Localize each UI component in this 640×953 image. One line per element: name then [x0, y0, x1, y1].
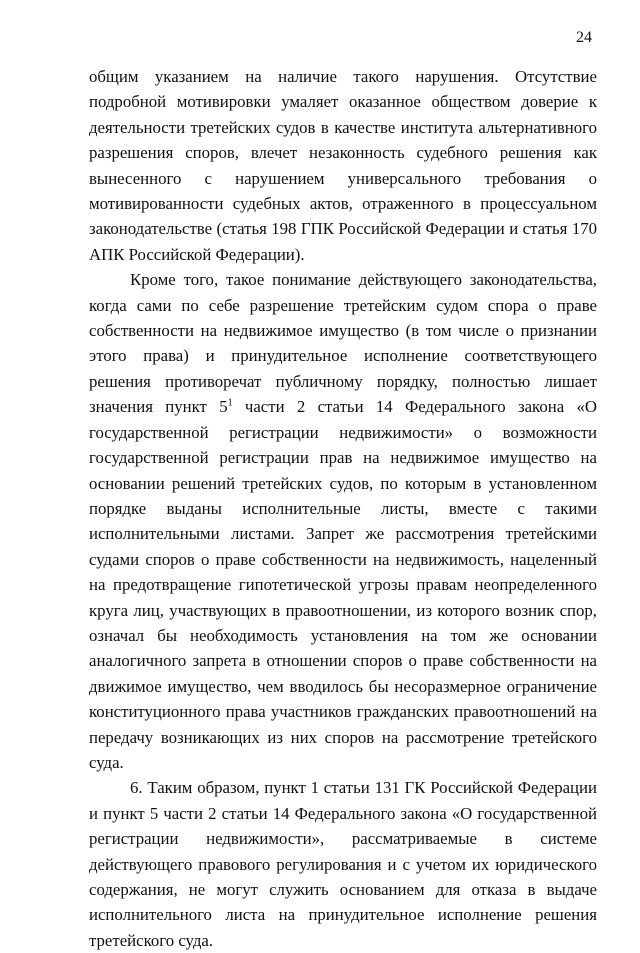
- paragraph-text-after-superscript: части 2 статьи 14 Федерального закона «О государственной регистрации недвижимости» о возможности государственной регистрации прав на недвижимое имущество на основании решений третейских судов, по которым в установленном порядке выданы исполнительные листы, вместе с такими исполнительными листами. Запрет же рассмотрения третейскими судами споров о праве собственности на недвижимость, нацеленный на предотвращение гипотетической угрозы правам неопределенного круга лиц, участвующих в правоотношении, из которого возник спор, означал бы необходимость установления на том же основании аналогичного запрета в отношении споров о праве собственности на движимое имущество, чем вводилось бы несоразмерное ограничение конституционного права участников гражданских правоотношений на передачу возникающих из них споров на рассмотрение третейского суда.: [89, 397, 597, 772]
- document-body: [89, 64, 597, 953]
- page-number: 24: [576, 29, 592, 46]
- paragraph-continuation: общим указанием на наличие такого нарушения. Отсутствие подробной мотивировки умаляет оказанное обществом доверие к деятельности третейских судов в качестве института альтернативного разрешения споров, влечет незаконность судебного решения как вынесенного с нарушением универсального требования о мотивированности судебных актов, отраженного в процессуальном законодательстве (статья 198 ГПК Российской Федерации и статья 170 АПК Российской Федерации).: [89, 67, 597, 264]
- paragraph-text-before-superscript: Кроме того, такое понимание действующего законодательства, когда сами по себе разрешение третейским судом спора о праве собственности на недвижимое имущество (в том числе о признании этого права) и принудительное исполнение соответствующего решения противоречат публичному порядку, полностью лишает значения пункт 5: [89, 270, 597, 417]
- superscript-marker: 1: [227, 397, 233, 409]
- paragraph-conclusion: 6. Таким образом, пункт 1 статьи 131 ГК Российской Федерации и пункт 5 части 2 статьи 14 Федерального закона «О государственной регистрации недвижимости», рассматриваемые в системе действующего правового регулирования и с учетом их юридического содержания, не могут служить основанием для отказа в выдаче исполнительного листа на принудительное исполнение решения третейского суда.: [89, 778, 597, 950]
- paragraph-public-order: [89, 267, 597, 775]
